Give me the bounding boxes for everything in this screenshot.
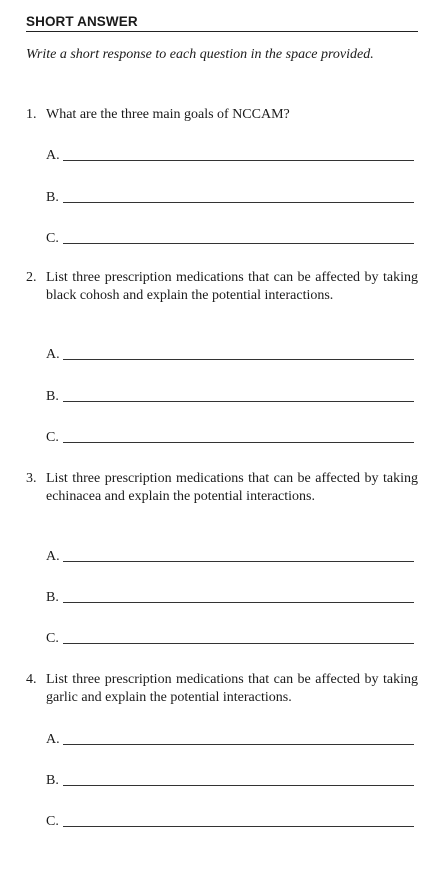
- answer-letter: C.: [46, 430, 59, 445]
- answer-line-1a[interactable]: [46, 147, 418, 165]
- question-3: [26, 470, 418, 506]
- answer-underline: [63, 826, 414, 827]
- answer-letter: C.: [46, 631, 59, 646]
- question-4: [26, 671, 418, 707]
- question-text: What are the three main goals of NCCAM?: [46, 107, 290, 122]
- answer-line-4b[interactable]: [46, 772, 418, 790]
- answer-line-4a[interactable]: [46, 731, 418, 749]
- answer-letter: A.: [46, 732, 60, 747]
- answer-letter: C.: [46, 814, 59, 829]
- answer-underline: [63, 744, 414, 745]
- answer-underline: [63, 602, 414, 603]
- question-number: 3.: [26, 471, 37, 486]
- answer-underline: [63, 243, 414, 244]
- answer-line-3c[interactable]: [46, 630, 418, 648]
- question-number: 1.: [26, 107, 37, 122]
- section-heading: SHORT ANSWER: [26, 14, 138, 29]
- answer-underline: [63, 561, 414, 562]
- question-number: 2.: [26, 270, 37, 285]
- answer-letter: A.: [46, 148, 60, 163]
- answer-line-1b[interactable]: [46, 189, 418, 207]
- answer-underline: [63, 160, 414, 161]
- answer-line-2a[interactable]: [46, 346, 418, 364]
- answer-line-2b[interactable]: [46, 388, 418, 406]
- answer-underline: [63, 785, 414, 786]
- answer-underline: [63, 643, 414, 644]
- question-text: List three prescription medications that can be affected by taking garlic and explain the potential interactions.: [46, 672, 418, 705]
- question-number: 4.: [26, 672, 37, 687]
- answer-underline: [63, 442, 414, 443]
- answer-letter: A.: [46, 549, 60, 564]
- answer-letter: B.: [46, 590, 59, 605]
- question-2: [26, 269, 418, 305]
- heading-rule: [26, 31, 418, 32]
- answer-underline: [63, 202, 414, 203]
- answer-letter: C.: [46, 231, 59, 246]
- answer-letter: B.: [46, 190, 59, 205]
- answer-line-3b[interactable]: [46, 589, 418, 607]
- instructions-text: Write a short response to each question in the space provided.: [26, 47, 374, 62]
- question-1: [26, 106, 418, 124]
- answer-letter: B.: [46, 389, 59, 404]
- answer-line-2c[interactable]: [46, 429, 418, 447]
- answer-letter: B.: [46, 773, 59, 788]
- answer-line-4c[interactable]: [46, 813, 418, 831]
- answer-letter: A.: [46, 347, 60, 362]
- answer-underline: [63, 359, 414, 360]
- answer-line-3a[interactable]: [46, 548, 418, 566]
- answer-line-1c[interactable]: [46, 230, 418, 248]
- answer-underline: [63, 401, 414, 402]
- question-text: List three prescription medications that can be affected by taking black cohosh and explain the potential interactions.: [46, 270, 418, 303]
- question-text: List three prescription medications that can be affected by taking echinacea and explain the potential interactions.: [46, 471, 418, 504]
